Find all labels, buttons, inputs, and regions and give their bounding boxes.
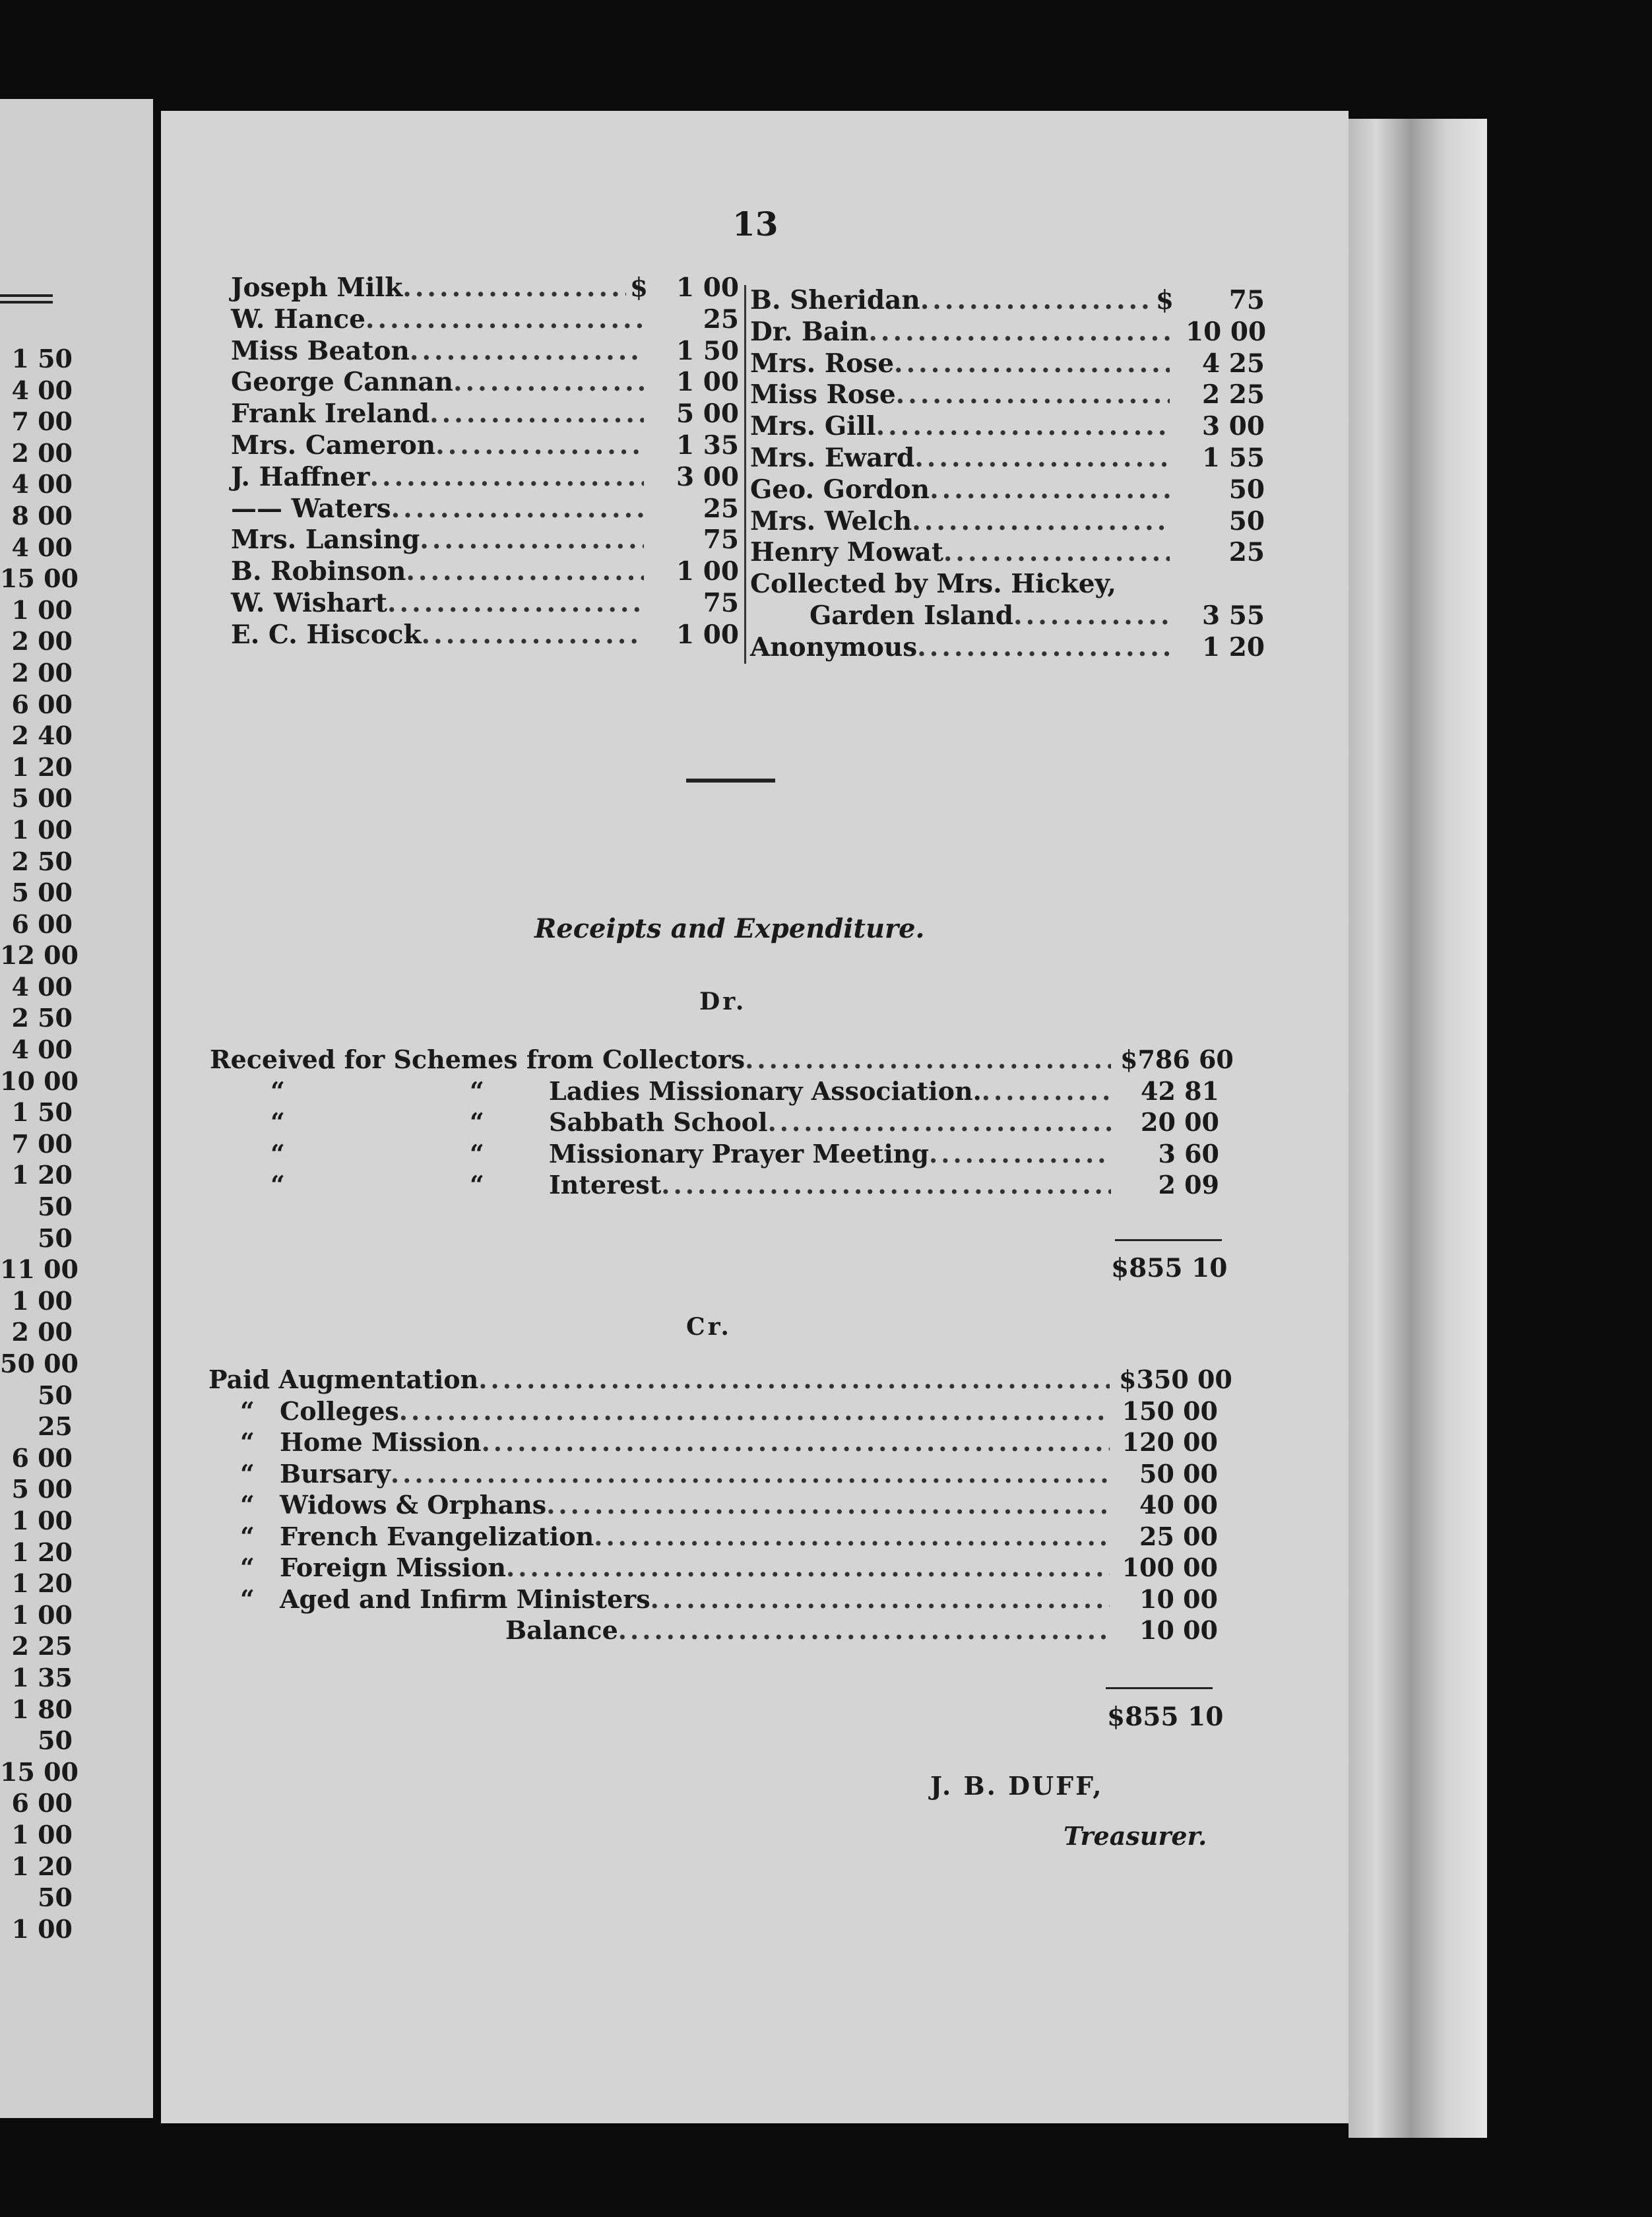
list-item: [231, 336, 739, 368]
subscriber-amount: 1 35: [676, 430, 739, 461]
expenditures-total: $855 10: [1107, 1702, 1224, 1732]
list-item: [231, 367, 739, 399]
facing-page-amount: 8 00: [11, 500, 73, 530]
leader-dots: [1013, 600, 1170, 631]
ledger-amount: 100 00: [1122, 1553, 1218, 1582]
subscriber-name: Frank Ireland: [231, 399, 430, 430]
subscriber-list-left: [231, 273, 739, 651]
receipts-total: $855 10: [1111, 1253, 1228, 1283]
facing-page-amounts: [0, 343, 153, 1944]
facing-page-rule: [0, 294, 53, 297]
debit-heading: Dr.: [699, 988, 747, 1015]
subscriber-amount: 50: [1228, 474, 1265, 505]
list-item: [750, 569, 1265, 600]
subscriber-name: Geo. Gordon: [750, 474, 930, 505]
ledger-label: [208, 1459, 391, 1489]
facing-page-amount: 2 00: [11, 437, 73, 468]
facing-page-amount: 50: [38, 1192, 73, 1222]
facing-page-amount: 7 00: [11, 406, 73, 437]
leader-dots: [435, 430, 644, 461]
ledger-amount: 42 81: [1141, 1076, 1219, 1106]
ledger-label: [208, 1584, 651, 1614]
leader-dots: [478, 1365, 1110, 1394]
facing-page-amount: 1 50: [11, 1097, 73, 1128]
facing-page-amount: 50: [38, 1725, 73, 1756]
ditto-mark: “: [270, 1170, 285, 1200]
ledger-row: [208, 1615, 1218, 1647]
list-item: [750, 285, 1265, 317]
leader-dots: [482, 1427, 1110, 1457]
ditto-mark: “: [240, 1553, 255, 1582]
leader-dots: [917, 632, 1170, 662]
leader-dots: [943, 537, 1170, 567]
ledger-label-text: Aged and Infirm Ministers: [280, 1584, 651, 1614]
facing-page-amount: 15 00: [0, 1756, 79, 1787]
ledger-label: [208, 1553, 506, 1582]
facing-page-amount: 1 00: [11, 1285, 73, 1316]
ditto-mark: “: [240, 1521, 255, 1551]
facing-page-amount: 4 00: [11, 469, 73, 499]
ditto-mark: “: [240, 1458, 255, 1489]
subscriber-name: Garden Island: [810, 600, 1014, 631]
facing-page-amount: 6 00: [11, 1442, 73, 1473]
facing-page-amount: 50: [38, 1380, 73, 1410]
ledger-label-text: Colleges: [280, 1396, 399, 1426]
list-item: [750, 474, 1265, 506]
subscriber-amount: 1 00: [676, 619, 739, 650]
leader-dots: [896, 379, 1170, 410]
leader-dots: [914, 443, 1170, 473]
ledger-amount: 120 00: [1122, 1427, 1218, 1457]
ditto-mark: “: [240, 1396, 255, 1426]
subscriber-name: Mrs. Eward: [750, 442, 915, 473]
list-item: [231, 304, 739, 336]
facing-page-amount: 4 00: [11, 1035, 73, 1065]
list-item: [231, 556, 739, 588]
facing-page-amount: 12 00: [0, 940, 79, 971]
ditto-mark: “: [240, 1584, 255, 1614]
ledger-amount: 10 00: [1139, 1584, 1218, 1614]
subscriber-name: B. Sheridan: [750, 285, 920, 315]
ledger-row: [210, 1076, 1219, 1108]
facing-page-amount: 25: [38, 1411, 73, 1442]
subscriber-name: Mrs. Lansing: [231, 525, 420, 556]
facing-page-amount: 1 00: [11, 814, 73, 845]
ditto-mark: “: [470, 1170, 484, 1200]
ledger-amount: $786 60: [1120, 1044, 1234, 1074]
ledger-amount: 25 00: [1139, 1521, 1218, 1551]
facing-page-amount: 1 20: [11, 752, 73, 782]
facing-page-amount: 1 50: [11, 344, 73, 373]
subscriber-name: Miss Rose: [750, 379, 896, 410]
leader-dots: [661, 1170, 1111, 1200]
subscriber-amount: 50: [1228, 505, 1265, 536]
ledger-label-text: Ladies Missionary Association.: [549, 1076, 982, 1106]
subscriber-amount: 25: [703, 304, 739, 335]
facing-page-amount: 11 00: [0, 1254, 79, 1285]
subscriber-amount: 1 00: [676, 367, 739, 398]
leader-dots: [369, 462, 644, 492]
facing-page-rule: [0, 301, 53, 304]
subscriber-amount: 10 00: [1186, 316, 1267, 347]
facing-page-amount: 4 00: [11, 532, 73, 562]
list-item: [750, 632, 1265, 664]
ledger-row: [208, 1522, 1218, 1553]
ledger-row: [208, 1584, 1218, 1616]
ledger-label-text: Widows & Orphans: [280, 1490, 547, 1520]
leader-dots: [402, 273, 626, 303]
leader-dots: [594, 1522, 1110, 1551]
ledger-label-text: Foreign Mission: [280, 1553, 507, 1582]
ledger-label: [210, 1107, 768, 1137]
credit-heading: Cr.: [686, 1313, 732, 1341]
facing-page-amount: 1 00: [11, 1505, 73, 1535]
ledger-amount: 20 00: [1141, 1107, 1219, 1137]
ledger-label: [208, 1615, 618, 1645]
signature-name: J. B. DUFF,: [930, 1771, 1104, 1801]
section-title: Receipts and Expenditure.: [534, 913, 925, 944]
ledger-amount: 150 00: [1122, 1396, 1218, 1426]
subscriber-name: E. C. Hiscock: [231, 619, 422, 650]
list-item: [231, 399, 739, 430]
leader-dots: [420, 525, 644, 555]
list-item: [750, 379, 1265, 411]
facing-page-fragment: [0, 99, 153, 2118]
subscriber-amount: 3 00: [1202, 411, 1265, 442]
ditto-mark: “: [270, 1076, 285, 1106]
subscriber-name: Miss Beaton: [231, 335, 410, 366]
leader-dots: [618, 1615, 1110, 1645]
subscriber-name: W. Wishart: [231, 587, 387, 618]
list-item: [231, 462, 739, 494]
subscriber-name: Henry Mowat: [750, 537, 943, 568]
subscriber-amount: 3 00: [676, 461, 739, 492]
ledger-label-text: Sabbath School: [549, 1107, 768, 1137]
list-item: [231, 273, 739, 304]
page-number: 13: [732, 205, 778, 243]
leader-dots: [406, 556, 644, 587]
facing-page-amount: 4 00: [11, 971, 73, 1002]
list-item: [750, 443, 1265, 474]
facing-page-amount: 1 80: [11, 1694, 73, 1724]
leader-dots: [930, 474, 1170, 505]
facing-page-amount: 6 00: [11, 1788, 73, 1818]
ledger-row: [208, 1490, 1218, 1522]
facing-page-amount: 1 20: [11, 1851, 73, 1881]
facing-page-amount: 1 00: [11, 1599, 73, 1630]
ledger-row: [208, 1459, 1218, 1491]
subscriber-name: J. Haffner: [231, 461, 370, 492]
subscriber-name: Mrs. Gill: [750, 411, 876, 442]
leader-dots: [391, 494, 644, 524]
ledger-label: [210, 1170, 661, 1200]
facing-page-amount: 2 25: [11, 1631, 73, 1661]
list-item: [231, 588, 739, 620]
ledger-row: [210, 1044, 1234, 1076]
ledger-label: [210, 1076, 982, 1106]
leader-dots: [506, 1553, 1110, 1582]
ledger-amount: 40 00: [1139, 1490, 1218, 1520]
leader-dots: [391, 1459, 1110, 1489]
leader-dots: [453, 367, 644, 397]
ditto-mark: “: [470, 1076, 484, 1106]
ditto-mark: “: [240, 1427, 255, 1457]
subscriber-name: B. Robinson: [231, 556, 406, 587]
leader-dots: [894, 348, 1170, 379]
leader-dots: [410, 336, 644, 366]
ditto-mark: “: [240, 1490, 255, 1520]
subscriber-name: —— Waters: [231, 493, 391, 524]
facing-page-amount: 50 00: [0, 1349, 79, 1378]
subscriber-amount: 1 20: [1202, 631, 1265, 662]
ditto-mark: “: [270, 1138, 285, 1169]
leader-dots: [876, 411, 1170, 441]
subscriber-amount: 25: [1228, 537, 1265, 568]
subscriber-list-right: [744, 285, 1265, 664]
ledger-label-text: Home Mission: [280, 1427, 482, 1457]
ledger-row: [208, 1427, 1218, 1459]
ledger-label: [210, 1139, 929, 1169]
facing-page-amount: 1 00: [11, 1913, 73, 1944]
ledger-row: [210, 1107, 1219, 1139]
facing-page-amount: 1 35: [11, 1662, 73, 1692]
list-item: [750, 317, 1265, 348]
ledger-row: [208, 1365, 1232, 1396]
facing-page-amount: 50: [38, 1882, 73, 1913]
list-item: [231, 525, 739, 556]
list-item: [750, 600, 1265, 632]
list-item: [750, 348, 1265, 380]
ditto-mark: “: [470, 1138, 484, 1169]
list-item: [231, 430, 739, 462]
expenditures-ledger: [208, 1365, 1232, 1647]
ditto-mark: “: [270, 1107, 285, 1137]
facing-page-amount: 1 20: [11, 1568, 73, 1599]
subscriber-amount: 75: [1228, 285, 1265, 315]
ledger-label: Paid Augmentation: [208, 1365, 479, 1394]
facing-page-amount: 1 00: [11, 1819, 73, 1849]
ledger-row: [208, 1396, 1218, 1428]
subscriber-name: Dr. Bain: [750, 316, 869, 347]
subscriber-name: Anonymous: [750, 631, 918, 662]
leader-dots: [546, 1490, 1110, 1520]
list-item: [750, 506, 1265, 538]
facing-page-amount: 15 00: [0, 563, 79, 594]
signature-title: Treasurer.: [1064, 1821, 1207, 1851]
subscriber-amount: 75: [703, 587, 739, 618]
subscriber-name: Mrs. Welch: [750, 505, 912, 536]
leader-dots: [912, 506, 1170, 536]
ledger-amount: 3 60: [1158, 1138, 1219, 1169]
leader-dots: [929, 1139, 1111, 1169]
ledger-label-text: Balance: [505, 1615, 618, 1645]
facing-page-amount: 2 00: [11, 1317, 73, 1347]
ledger-label: Received for Schemes from Collectors: [210, 1044, 746, 1074]
subscriber-amount: 25: [703, 493, 739, 524]
list-item: [750, 537, 1265, 569]
subscriber-name: Joseph Milk: [231, 273, 403, 303]
facing-page-amount: 5 00: [11, 783, 73, 814]
facing-page-amount: 7 00: [11, 1128, 73, 1159]
facing-page-amount: 1 20: [11, 1160, 73, 1190]
leader-dots: [920, 285, 1152, 315]
facing-page-amount: 2 00: [11, 626, 73, 657]
subscriber-name: Mrs. Cameron: [231, 430, 436, 461]
ledger-label-text: Bursary: [280, 1458, 391, 1489]
subscriber-amount: 1 55: [1202, 442, 1265, 473]
subscriber-amount: 5 00: [676, 399, 739, 430]
total-rule: [1106, 1687, 1213, 1689]
ledger-amount: 10 00: [1139, 1615, 1218, 1645]
ledger-label: [208, 1396, 399, 1426]
facing-page-amount: 2 40: [11, 721, 73, 751]
leader-dots: [422, 620, 644, 650]
subscriber-name: W. Hance: [231, 304, 365, 335]
receipts-ledger: [210, 1044, 1234, 1202]
leader-dots: [745, 1044, 1111, 1074]
list-item: [750, 411, 1265, 443]
ledger-label-text: Interest: [549, 1170, 662, 1200]
leader-dots: [868, 317, 1170, 347]
subscriber-amount: 2 25: [1202, 379, 1265, 410]
subscriber-amount: 3 55: [1202, 600, 1265, 631]
section-divider: [686, 779, 775, 783]
ledger-label: [208, 1490, 546, 1520]
currency-sign: $: [1155, 285, 1174, 315]
currency-sign: $: [629, 273, 648, 303]
facing-page-amount: 2 50: [11, 1003, 73, 1033]
ledger-row: [210, 1170, 1219, 1202]
ledger-label-text: Missionary Prayer Meeting: [549, 1138, 929, 1169]
facing-page-amount: 1 20: [11, 1537, 73, 1567]
leader-dots: [982, 1076, 1111, 1106]
list-item: [231, 620, 739, 651]
subscriber-amount: 1 50: [676, 335, 739, 366]
page-edges: [1349, 119, 1487, 2138]
facing-page-amount: 2 00: [11, 657, 73, 688]
subscriber-name: Mrs. Rose: [750, 348, 895, 379]
ditto-mark: “: [470, 1107, 484, 1137]
facing-page-amount: 2 50: [11, 846, 73, 876]
facing-page-amount: 50: [38, 1223, 73, 1253]
leader-dots: [399, 1396, 1110, 1426]
ledger-amount: $350 00: [1119, 1365, 1232, 1394]
facing-page-amount: 4 00: [11, 375, 73, 405]
ledger-label: [208, 1427, 482, 1457]
facing-page-amount: 6 00: [11, 689, 73, 719]
leader-dots: [768, 1107, 1111, 1137]
ledger-row: [208, 1553, 1218, 1584]
leader-dots: [365, 304, 644, 335]
list-item: [231, 494, 739, 525]
facing-page-amount: 6 00: [11, 909, 73, 939]
ledger-label: [208, 1522, 594, 1551]
subscriber-amount: 1 00: [676, 273, 739, 303]
facing-page-amount: 1 00: [11, 594, 73, 625]
subscriber-name: Collected by Mrs. Hickey,: [750, 569, 1117, 600]
facing-page-amount: 5 00: [11, 1474, 73, 1504]
facing-page-amount: 10 00: [0, 1066, 79, 1096]
ledger-row: [210, 1139, 1219, 1171]
facing-page-amount: 5 00: [11, 878, 73, 908]
subscriber-amount: 75: [703, 525, 739, 556]
leader-dots: [429, 399, 644, 429]
ledger-label-text: French Evangelization: [280, 1521, 594, 1551]
leader-dots: [387, 588, 644, 618]
total-rule: [1115, 1239, 1222, 1241]
leader-dots: [651, 1584, 1110, 1614]
ledger-amount: 2 09: [1158, 1170, 1219, 1200]
subscriber-amount: 1 00: [676, 556, 739, 587]
subscriber-name: George Cannan: [231, 367, 453, 398]
ledger-amount: 50 00: [1139, 1458, 1218, 1489]
subscriber-amount: 4 25: [1202, 348, 1265, 379]
